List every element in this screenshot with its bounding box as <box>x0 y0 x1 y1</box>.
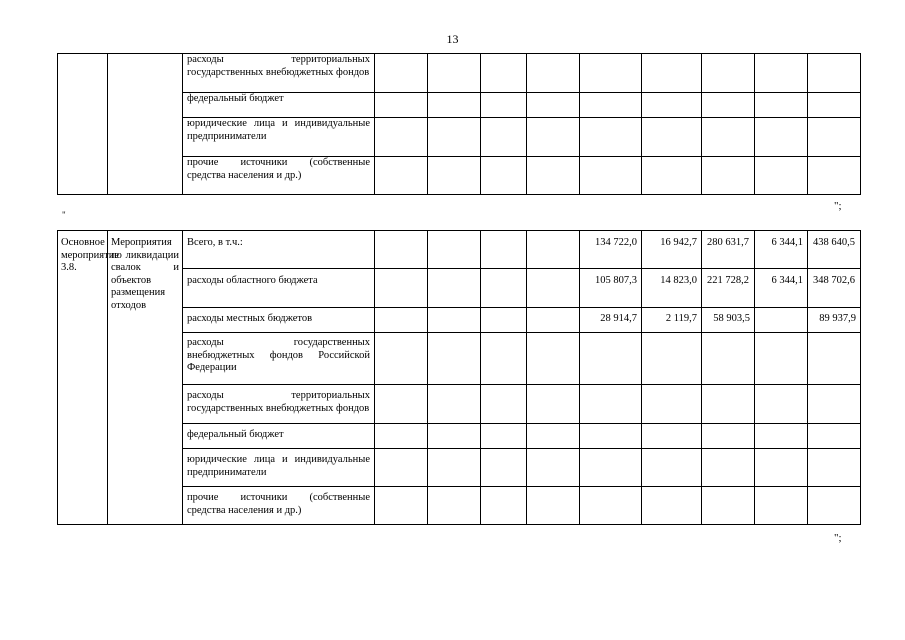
funding-source-cell: расходы территориальных государственных внебюджетных фондов <box>183 54 375 93</box>
funding-source-cell: расходы государственных внебюджетных фондов Российской Федерации <box>183 333 375 385</box>
value-cell: 89 937,9 <box>808 308 861 333</box>
value-cell: 134 722,0 <box>580 231 642 269</box>
value-cell <box>481 308 527 333</box>
table-row <box>58 54 861 93</box>
value-cell <box>428 269 481 308</box>
table-row <box>58 231 861 269</box>
page-number: 13 <box>446 32 459 46</box>
closing-quote-mark: "; <box>834 200 842 212</box>
funding-source-cell: федеральный бюджет <box>183 93 375 118</box>
funding-source-cell: Всего, в т.ч.: <box>183 231 375 269</box>
value-cell <box>375 308 428 333</box>
funding-source-cell: расходы областного бюджета <box>183 269 375 308</box>
value-cell: 438 640,5 <box>808 231 861 269</box>
funding-source-cell: прочие источники (собственные средства населения и др.) <box>183 487 375 525</box>
funding-source-cell: расходы территориальных государственных внебюджетных фондов <box>183 385 375 424</box>
value-cell <box>428 308 481 333</box>
value-cell <box>527 231 580 269</box>
value-cell: 280 631,7 <box>702 231 755 269</box>
value-cell <box>527 308 580 333</box>
opening-quote-mark: " <box>62 210 66 220</box>
value-cell: 16 942,7 <box>642 231 702 269</box>
funding-source-cell: прочие источники (собственные средства населения и др.) <box>183 157 375 195</box>
main-event-cell <box>58 54 108 195</box>
main-event-label: Основное мероприятие 3.8. <box>58 231 108 525</box>
value-cell <box>375 269 428 308</box>
budget-table-event-3-8 <box>57 230 861 525</box>
event-name: Мероприятия по ликвидации свалок и объектов размещения отходов <box>108 231 183 525</box>
value-cell <box>375 231 428 269</box>
value-cell: 348 702,6 <box>808 269 861 308</box>
value-cell: 14 823,0 <box>642 269 702 308</box>
value-cell <box>481 269 527 308</box>
closing-quote-mark: "; <box>834 532 842 544</box>
value-cell <box>527 269 580 308</box>
value-cell <box>428 231 481 269</box>
value-cell <box>755 308 808 333</box>
funding-source-cell: юридические лица и индивидуальные предприниматели <box>183 118 375 157</box>
funding-source-cell: расходы местных бюджетов <box>183 308 375 333</box>
value-cell: 6 344,1 <box>755 269 808 308</box>
value-cell: 6 344,1 <box>755 231 808 269</box>
value-cell: 221 728,2 <box>702 269 755 308</box>
value-cell <box>481 231 527 269</box>
value-cell: 28 914,7 <box>580 308 642 333</box>
value-cell: 105 807,3 <box>580 269 642 308</box>
value-cell: 2 119,7 <box>642 308 702 333</box>
value-cell: 58 903,5 <box>702 308 755 333</box>
event-name-cell <box>108 54 183 195</box>
budget-table-continuation <box>57 53 861 195</box>
funding-source-cell: юридические лица и индивидуальные предприниматели <box>183 449 375 487</box>
funding-source-cell: федеральный бюджет <box>183 424 375 449</box>
